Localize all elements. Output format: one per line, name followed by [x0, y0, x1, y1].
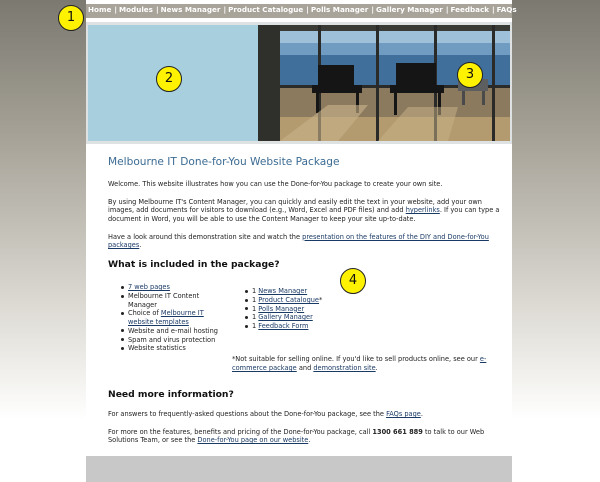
web-pages-link[interactable]: 7 web pages — [128, 283, 170, 292]
main-navigation — [86, 2, 517, 20]
list-item: 1 Product Catalogue* — [244, 296, 394, 305]
main-content — [108, 156, 508, 445]
more-info-heading: Need more information? — [108, 388, 234, 400]
nav-home[interactable]: Home — [88, 5, 112, 14]
callout-marker: 3 — [457, 62, 483, 88]
footer-bar — [86, 456, 512, 482]
gallery-manager-link[interactable]: Gallery Manager — [258, 313, 313, 322]
list-item: Website and e-mail hosting — [120, 327, 220, 336]
content-manager-paragraph: By using Melbourne IT's Content Manager, you can quickly and easily edit the text in your website, add your own images, add documents for visitors to download (e.g., Word, Excel and PDF files) and add hyperlinks. If you can type a document in Word, you will be able to use the Content Manager to keep your site up-to-date. — [108, 197, 500, 224]
demonstration-site-link[interactable]: demonstration site — [313, 364, 376, 373]
contact-paragraph: For more on the features, benefits and pricing of the Done-for-You package, call 1300 661 889 to talk to our Web Solutions Team, or see the Done-for-You page on our website. — [108, 427, 485, 445]
page-container — [86, 0, 517, 482]
nav-separator: | — [492, 5, 495, 14]
list-item: Melbourne IT Content Manager — [120, 292, 220, 309]
nav-separator: | — [371, 5, 374, 14]
ecommerce-link[interactable]: e-commerce package — [232, 355, 487, 373]
faqs-page-link[interactable]: FAQs page — [386, 409, 421, 418]
product-catalogue-link[interactable]: Product Catalogue — [258, 296, 319, 305]
welcome-paragraph: Welcome. This website illustrates how you can use the Done-for-You package to create your own site. — [108, 179, 443, 188]
nav-gallery-manager[interactable]: Gallery Manager — [375, 5, 443, 14]
done-for-you-page-link[interactable]: Done-for-You page on our website — [197, 436, 309, 445]
hyperlinks-link[interactable]: hyperlinks — [405, 206, 440, 215]
list-item: 1 News Manager — [244, 287, 394, 296]
nav-separator: | — [155, 5, 159, 14]
nav-separator: | — [445, 5, 449, 14]
nav-separator: | — [306, 5, 309, 14]
list-item: Spam and virus protection — [120, 336, 220, 345]
callout-marker: 1 — [58, 5, 84, 31]
list-item: 1 Feedback Form — [244, 322, 394, 331]
package-features — [108, 283, 508, 355]
demonstration-paragraph: Have a look around this demonstration site and watch the presentation on the features of the DIY and Done-for-You packages. — [108, 232, 489, 250]
news-manager-link[interactable]: News Manager — [258, 287, 308, 296]
presentation-link[interactable]: presentation on the features of the DIY and Done-for-You packages — [108, 232, 489, 250]
faq-paragraph: For answers to frequently-asked questions about the Done-for-You package, see the FAQs page. — [108, 409, 423, 418]
nav-feedback[interactable]: Feedback — [450, 5, 490, 14]
nav-modules[interactable]: Modules — [118, 5, 153, 14]
templates-link[interactable]: Melbourne IT website templates — [128, 309, 204, 327]
nav-polls-manager[interactable]: Polls Manager — [310, 5, 369, 14]
nav-news-manager[interactable]: News Manager — [160, 5, 221, 14]
selling-note: *Not suitable for selling online. If you'd like to sell products online, see our e-commerce package and demonstration site. — [232, 355, 487, 373]
modules-list — [244, 287, 394, 331]
phone-number: 1300 661 889 — [372, 427, 423, 436]
page-title: Melbourne IT Done-for-You Website Package — [108, 156, 340, 168]
callout-marker: 2 — [156, 66, 182, 92]
nav-faqs[interactable]: FAQs — [496, 5, 517, 14]
list-item: 1 Polls Manager — [244, 305, 394, 314]
list-item: Website statistics — [120, 344, 220, 353]
nav-separator: | — [114, 5, 117, 14]
list-item: 1 Gallery Manager — [244, 313, 394, 322]
nav-product-catalogue[interactable]: Product Catalogue — [228, 5, 304, 14]
polls-manager-link[interactable]: Polls Manager — [258, 304, 305, 313]
nav-separator: | — [223, 5, 227, 14]
included-heading: What is included in the package? — [108, 259, 280, 271]
features-list — [120, 283, 220, 353]
list-item: Choice of Melbourne IT website templates — [120, 309, 220, 326]
feedback-form-link[interactable]: Feedback Form — [258, 322, 309, 331]
header-banner — [86, 22, 512, 144]
callout-marker: 4 — [340, 268, 366, 294]
list-item — [120, 283, 220, 292]
